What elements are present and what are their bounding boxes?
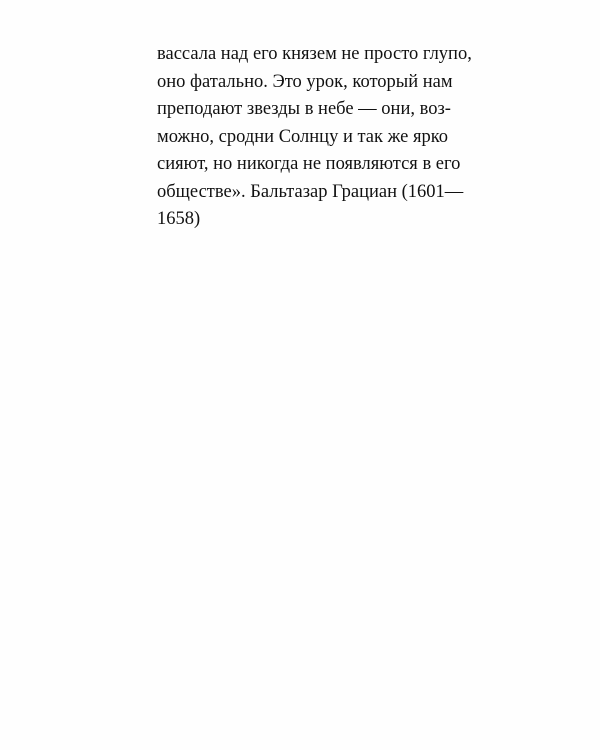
text-line-3: преподают звезды в небе — они, воз-: [157, 99, 451, 119]
quote-paragraph: [157, 41, 517, 234]
text-line-5: сияют, но никогда не появляются в его: [157, 154, 461, 174]
text-line-4: можно, сродни Солнцу и так же ярко: [157, 126, 449, 147]
text-line-6: обществе». Бальтазар Грациан (1601—: [157, 181, 464, 202]
text-line-1: вассала над его князем не просто глупо,: [157, 44, 472, 64]
text-line-2: оно фатально. Это урок, который нам: [157, 71, 453, 92]
text-line-7: 1658): [157, 209, 201, 229]
